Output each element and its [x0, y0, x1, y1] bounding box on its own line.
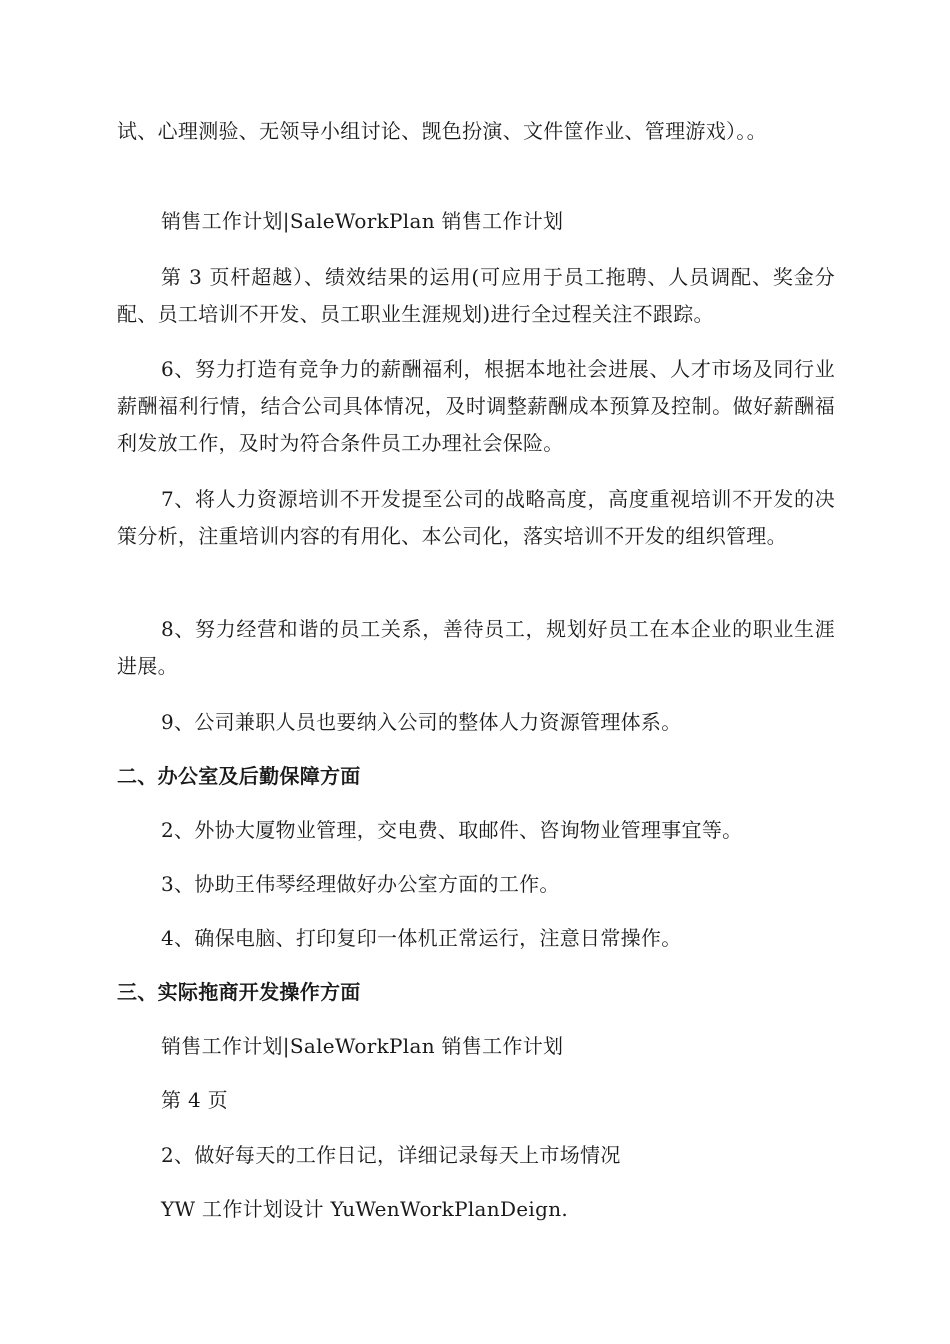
paragraph-item-7-training: 7、将人力资源培训不开发提至公司的战略高度，高度重视培训不开发的决策分析，注重培训内容的有用化、本公司化，落实培训不开发的组织管理。 — [117, 487, 835, 548]
paragraph-office-item-3: 3、协助王伟琴经理做好办公室方面的工作。 — [161, 872, 560, 896]
paragraph-performance-results: 第 3 页杆超越）、绩效结果的运用(可应用于员工拖聘、人员调配、奖金分配、员工培训不开发、员工职业生涯规划)进行全过程关注不跟踪。 — [117, 265, 835, 326]
running-header-1: 销售工作计划|SaleWorkPlan 销售工作计划 — [161, 209, 564, 233]
paragraph-item-6-compensation: 6、努力打造有竞争力的薪酬福利，根据本地社会进展、人才市场及同行业薪酬福利行情，结合公司具体情况，及时调整薪酬成本预算及控制。做好薪酬福利发放工作，及时为符合条件员工办理社会保险。 — [117, 357, 835, 455]
running-footer: YW 工作计划设计 YuWenWorkPlanDeign. — [161, 1197, 569, 1221]
paragraph-assessment-methods: 试、心理测验、无领导小组讨论、觊色扮演、文件筐作业、管理游戏）。。 — [117, 119, 767, 143]
paragraph-item-8-employee-relations: 8、努力经营和谐的员工关系，善待员工，规划好员工在本企业的职业生涯进展。 — [117, 617, 835, 678]
paragraph-daily-log: 2、做好每天的工作日记，详细记录每天上市场情况 — [161, 1143, 621, 1167]
running-header-2: 销售工作计划|SaleWorkPlan 销售工作计划 — [161, 1034, 564, 1058]
paragraph-item-9-part-time: 9、公司兼职人员也要纳入公司的整体人力资源管理体系。 — [161, 710, 682, 734]
section-heading-office-logistics: 二、办公室及后勤保障方面 — [117, 764, 361, 788]
paragraph-office-item-2: 2、外协大厦物业管理，交电费、取邮件、咨询物业管理事宜等。 — [161, 818, 743, 842]
paragraph-office-item-4: 4、确保电脑、打印复印一体机正常运行，注意日常操作。 — [161, 926, 682, 950]
section-heading-business-development: 三、实际拖商开发操作方面 — [117, 980, 361, 1004]
page-number-4: 第 4 页 — [161, 1088, 228, 1112]
